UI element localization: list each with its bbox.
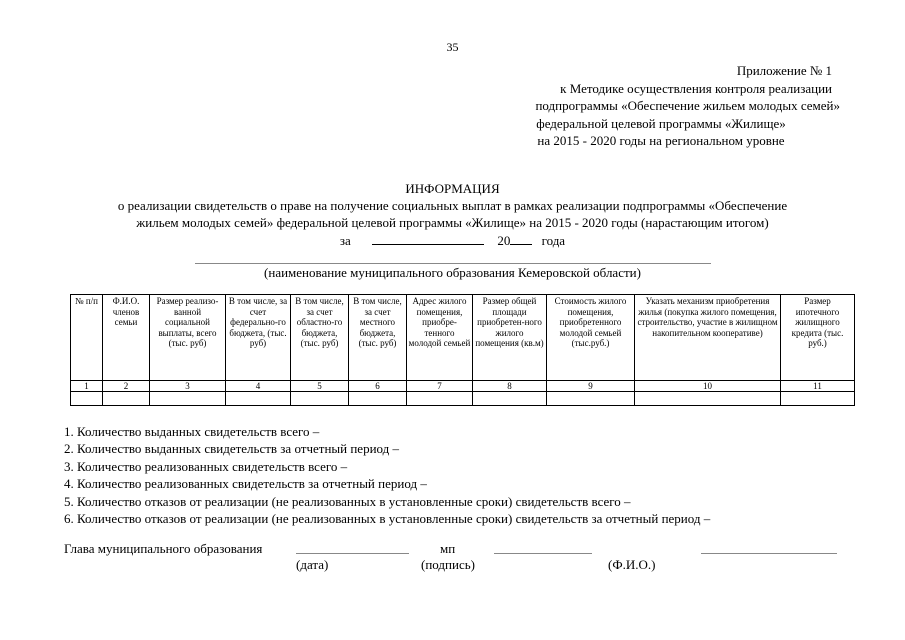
year-blank xyxy=(510,233,532,245)
column-number: 2 xyxy=(103,381,150,392)
table-header: Размер реализо-ванной социальной выплаты, всего (тыс. руб) xyxy=(150,295,226,381)
table-header: № п/п xyxy=(71,295,103,381)
subtitle-line: о реализации свидетельств о праве на получение социальных выплат в рамках реализации подпрограммы «Обеспечение xyxy=(117,198,788,213)
table-header: Размер общей площади приобретен-ного жилого помещения (кв.м) xyxy=(473,295,547,381)
name-line xyxy=(701,552,837,554)
list-item: 5. Количество отказов от реализации (не реализованных в установленные сроки) свидетельств всего – xyxy=(64,493,631,509)
table-header: В том числе, за счет федерально-го бюджета, (тыс. руб) xyxy=(226,295,291,381)
column-number: 11 xyxy=(781,381,855,392)
table-cell xyxy=(407,392,473,406)
appendix-line: Приложение № 1 xyxy=(736,63,832,78)
appendix-line: на 2015 - 2020 годы на региональном уровне xyxy=(537,133,785,148)
municipality-line xyxy=(195,263,711,264)
column-number: 10 xyxy=(635,381,781,392)
appendix-line: к Методике осуществления контроля реализации xyxy=(560,80,832,96)
table-header: В том числе, за счет областно-го бюджета, (тыс. руб) xyxy=(291,295,349,381)
name-caption: (Ф.И.О.) xyxy=(608,557,656,572)
table-cell xyxy=(349,392,407,406)
column-number: 9 xyxy=(547,381,635,392)
period-prefix: за xyxy=(339,233,351,248)
table-header: Указать механизм приобретения жилья (покупка жилого помещения, строительство, участие в жилищном накопительном кооперативе) xyxy=(635,295,781,381)
report-table xyxy=(70,294,855,406)
list-item: 4. Количество реализованных свидетельств за отчетный период – xyxy=(64,476,427,492)
period-blank xyxy=(372,233,484,245)
signature-caption: (подпись) xyxy=(421,557,475,572)
table-cell xyxy=(547,392,635,406)
date-caption: (дата) xyxy=(296,557,329,572)
table-header: Стоимость жилого помещения, приобретенного молодой семьей (тыс.руб.) xyxy=(547,295,635,381)
table-cell xyxy=(635,392,781,406)
date-line xyxy=(296,552,409,554)
table-cell xyxy=(781,392,855,406)
document-title: ИНФОРМАЦИЯ xyxy=(405,181,500,196)
document-subtitle xyxy=(50,197,855,231)
list-item: 6. Количество отказов от реализации (не реализованных в установленные сроки) свидетельств за отчетный период – xyxy=(64,511,711,527)
list-item: 1. Количество выданных свидетельств всего – xyxy=(64,424,320,439)
table-header-row xyxy=(71,295,855,381)
signature-block xyxy=(64,541,884,581)
table-header: Ф.И.О. членов семьи xyxy=(103,295,150,381)
table-header: В том числе, за счет местного бюджета, (тыс. руб) xyxy=(349,295,407,381)
table-cell xyxy=(103,392,150,406)
column-number: 4 xyxy=(226,381,291,392)
table-header: Адрес жилого помещения, приобре-тенного молодой семьей xyxy=(407,295,473,381)
column-number: 8 xyxy=(473,381,547,392)
reporting-period xyxy=(0,233,905,249)
head-label: Глава муниципального образования xyxy=(64,541,263,556)
period-suffix: года xyxy=(541,233,566,248)
column-number: 1 xyxy=(71,381,103,392)
page-number: 35 xyxy=(446,40,459,54)
column-number: 3 xyxy=(150,381,226,392)
column-number: 7 xyxy=(407,381,473,392)
appendix-block xyxy=(440,62,840,150)
list-item: 3. Количество реализованных свидетельств всего – xyxy=(64,458,348,474)
list-item: 2. Количество выданных свидетельств за отчетный период – xyxy=(64,441,400,457)
summary-list xyxy=(64,423,710,527)
appendix-line: подпрограммы «Обеспечение жильем молодых семей» xyxy=(535,98,840,113)
column-number-row xyxy=(71,381,855,392)
table-cell xyxy=(473,392,547,406)
signature-line xyxy=(494,552,592,554)
appendix-line: федеральной целевой программы «Жилище» xyxy=(536,115,786,131)
subtitle-line: жильем молодых семей» федеральной целевой программы «Жилище» на 2015 - 2020 годы (нарастающим итогом) xyxy=(136,215,769,230)
municipality-caption: (наименование муниципального образования Кемеровской области) xyxy=(264,265,641,280)
table-cell xyxy=(226,392,291,406)
stamp-label: мп xyxy=(440,541,456,556)
table-row xyxy=(71,392,855,406)
table-cell xyxy=(71,392,103,406)
column-number: 6 xyxy=(349,381,407,392)
table-cell xyxy=(291,392,349,406)
period-year-prefix: 20 xyxy=(497,233,511,248)
table-cell xyxy=(150,392,226,406)
table-header: Размер ипотечного жилищного кредита (тыс. руб.) xyxy=(781,295,855,381)
column-number: 5 xyxy=(291,381,349,392)
